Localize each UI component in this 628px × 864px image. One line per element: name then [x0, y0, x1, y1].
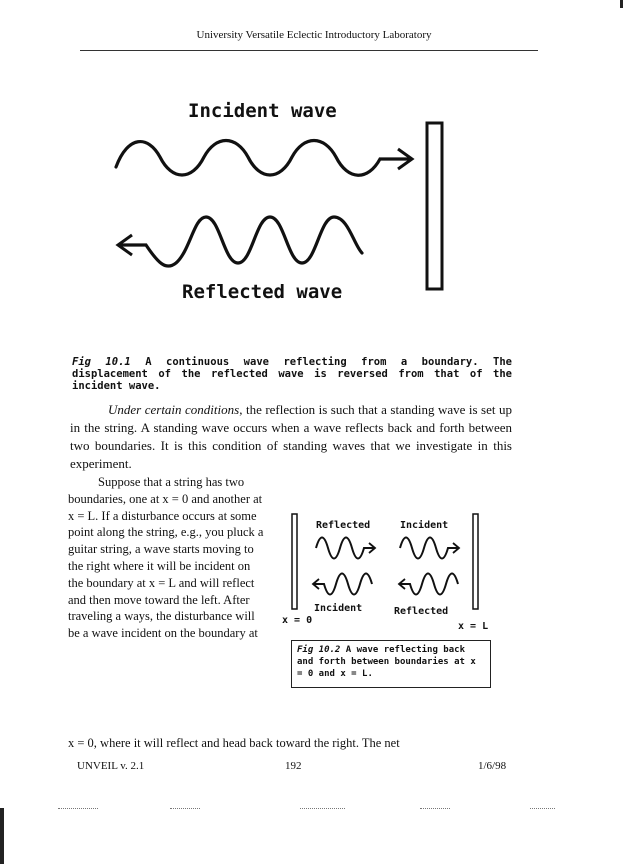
paragraph-string-boundaries: Suppose that a string has two boundaries, one at x = 0 and another at x = L. If a disturbance occurs at some point along the string, e.g., you pluck a guitar string, a wave starts moving to the right where it will be incident on the boundary at x = L and will reflect and then move toward the left. After traveling a ways, the disturbance will be a wave incident on the boundary at [68, 475, 264, 641]
scan-edge-mark [620, 0, 623, 8]
fig2-incident-wave-bottom [314, 574, 372, 595]
figure-wave-between-boundaries [282, 508, 507, 633]
fig2-reflected-bottom-label: Reflected [394, 606, 449, 617]
incident-wave-label: Incident wave [188, 100, 337, 122]
fig2-xL-label: x = L [458, 621, 489, 632]
fig2-incident-top-label: Incident [400, 520, 449, 531]
fig2-incident-bottom-label: Incident [314, 603, 363, 614]
figure-1-number: Fig 10.1 [72, 356, 131, 368]
scan-artifact-dots [420, 808, 450, 809]
scan-artifact-dots [170, 808, 200, 809]
scan-edge-mark [0, 808, 4, 864]
left-boundary [292, 514, 297, 609]
scan-artifact-dots [58, 808, 98, 809]
incident-wave-curve [116, 141, 410, 176]
fig2-reflected-wave-top [316, 538, 374, 559]
reflected-wave-label: Reflected wave [182, 281, 343, 303]
figure-2-caption [291, 640, 491, 688]
paragraph-continuation: x = 0, where it will reflect and head back toward the right. The net [68, 736, 400, 750]
paragraph-standing-waves [70, 401, 512, 473]
footer-page-number: 192 [285, 760, 302, 772]
fig2-x0-label: x = 0 [282, 615, 313, 626]
reflected-wave-curve [120, 217, 362, 266]
scan-artifact-dots [530, 808, 555, 809]
figure-1-caption-text: A continuous wave reflecting from a boundary. The displacement of the reflected wave is reversed from that of the incident wave. [72, 356, 513, 392]
boundary-wall [427, 123, 442, 289]
fig2-reflected-wave-bottom [400, 574, 458, 595]
figure-2-number: Fig 10.2 [297, 645, 341, 655]
footer-version: UNVEIL v. 2.1 [77, 760, 145, 772]
figure-2-caption-text: A wave reflecting back and forth between boundaries at x = 0 and x = L. [297, 645, 476, 679]
scan-artifact-dots [300, 808, 345, 809]
header-rule [80, 50, 538, 51]
footer-date: 1/6/98 [478, 760, 507, 772]
fig2-reflected-top-label: Reflected [316, 520, 371, 531]
page-header-title: University Versatile Eclectic Introductory Laboratory [196, 29, 432, 41]
figure-incident-reflected-wave [100, 95, 460, 310]
right-boundary [473, 514, 478, 609]
fig2-incident-wave-top [400, 538, 458, 559]
paragraph-1-text: , the reflection is such that a standing wave is set up in the string. A standing wave occurs when a wave reflects back and forth between two boundaries. It is this condition of standing waves that we investigate in this experiment. [70, 402, 512, 471]
paragraph-1-lead: Under certain conditions [108, 402, 240, 417]
figure-1-caption [72, 356, 512, 392]
